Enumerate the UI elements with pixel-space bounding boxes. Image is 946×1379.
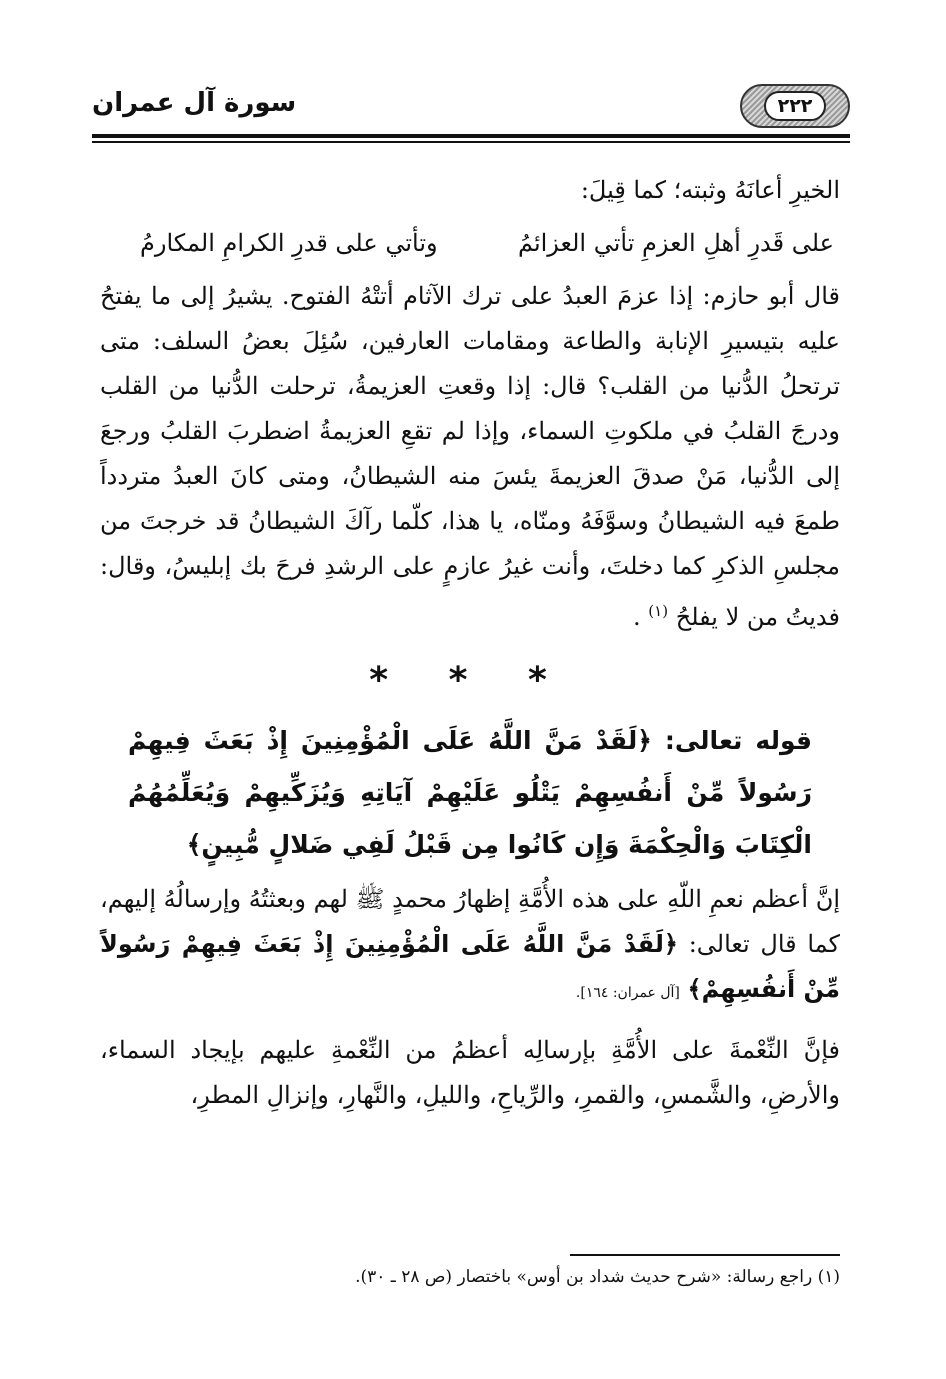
narration-paragraph [100, 274, 840, 640]
paragraph-2-quran-quote: ﴿لَقَدْ مَنَّ اللَّهُ عَلَى الْمُؤْمِنِينَ إِذْ بَعَثَ فِيهِمْ رَسُولاً مِّنْ أَنفُسِهِمْ﴾ [100, 930, 840, 1003]
page-header [92, 82, 850, 132]
running-title: سورة آل عمران [92, 88, 297, 118]
verse-second-hemistich: وتأتي على قدرِ الكرامِ المكارمُ [140, 229, 438, 257]
paragraph-2 [100, 877, 840, 1016]
footnote: (١) راجع رسالة: «شرح حديث شداد بن أوس» باختصار (ص ٢٨ ـ ٣٠). [355, 1267, 840, 1287]
main-text [100, 168, 840, 1118]
paragraph-3: فإنَّ النِّعْمةَ على الأُمَّةِ بإرسالِه أعظمُ من النِّعْمةِ عليهم بإيجاد السماء، والأرضِ، والشَّمسِ، والقمرِ، والرِّياحِ، والليلِ، والنَّهارِ، وإنزالِ المطرِ، [100, 1036, 840, 1109]
narration-text: قال أبو حازم: إذا عزمَ العبدُ على ترك الآثام أتتْهُ الفتوح. يشيرُ إلى ما يفتحُ عليه بتيسيرِ الإنابة والطاعة ومقامات العارفين، سُئِلَ بعضُ السلف: متى ترتحلُ الدُّنيا من القلب؟ قال: إذا وقعتِ العزيمةُ، ترحلت الدُّنيا من القلب ودرجَ القلبُ في ملكوتِ السماء، وإذا لم تقعِ العزيمةُ اضطربَ القلبُ ورجعَ إلى الدُّنيا، مَنْ صدقَ العزيمةَ يئسَ منه الشيطانُ، ومتى كانَ العبدُ متردداً طمعَ فيه الشيطانُ وسوَّفَهُ ومنّاه، يا هذا، كلّما رآكَ الشيطانُ قد خرجتَ من مجلسِ الذكرِ كما دخلتَ، وأنت غيرُ عازمٍ على الرشدِ فرحَ بك إبليسُ، وقال: فديتُ من لا يفلحُ [100, 282, 840, 631]
paragraph-2-text: إنَّ أعظم نعمِ اللّهِ على هذه الأُمَّةِ إظهارُ محمدٍ ﷺ لهم وبعثتُهُ وإرسالُهُ إليهم، كما قال تعالى: [100, 885, 840, 958]
intro-line: الخيرِ أعانَهُ وثبته؛ كما قِيلَ: [580, 176, 840, 204]
quran-verse-block: قوله تعالى: ﴿لَقَدْ مَنَّ اللَّهُ عَلَى الْمُؤْمِنِينَ إِذْ بَعَثَ فِيهِمْ رَسُولاً مِّنْ أَنفُسِهِمْ يَتْلُو عَلَيْهِمْ آيَاتِهِ وَيُزَكِّيهِمْ وَيُعَلِّمُهُمُ الْكِتَابَ وَالْحِكْمَةَ وَإِن كَانُوا مِن قَبْلُ لَفِي ضَلالٍ مُّبِينٍ﴾ [128, 726, 812, 859]
poetry-verse [100, 221, 840, 266]
footnote-marker: (١) [648, 602, 669, 620]
header-rule-thick [92, 134, 850, 138]
narration-end: . [633, 603, 641, 631]
section-separator: * * * [369, 660, 571, 701]
verse-reference: [آل عمران: ١٦٤]. [575, 985, 680, 1001]
footnote-rule [570, 1254, 840, 1256]
verse-first-hemistich: على قَدرِ أهلِ العزمِ تأتي العزائمُ [517, 229, 834, 257]
header-rule-thin [92, 141, 850, 143]
page-number-badge [740, 84, 850, 128]
page-number: ٢٢٢ [764, 91, 826, 121]
